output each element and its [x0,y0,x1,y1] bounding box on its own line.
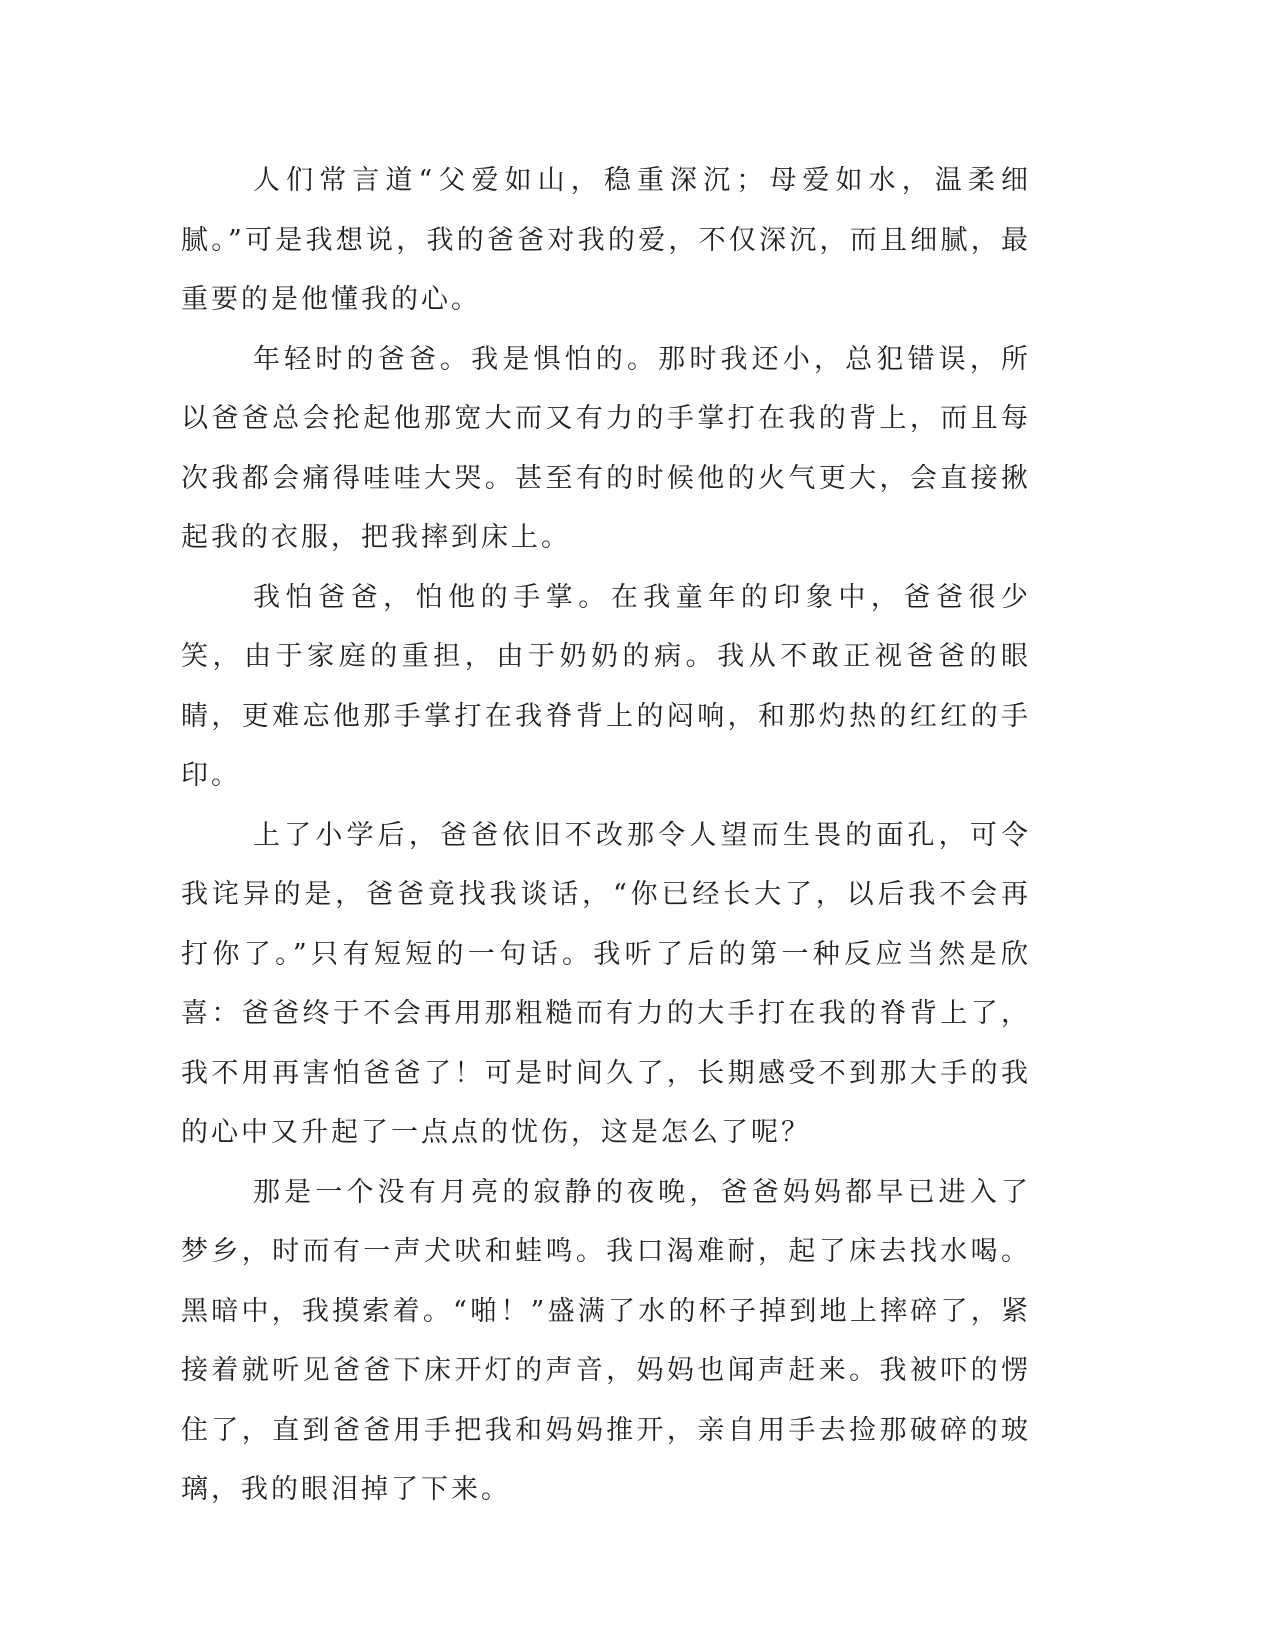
paragraph-3: 我怕爸爸，怕他的手掌。在我童年的印象中，爸爸很少笑，由于家庭的重担，由于奶奶的病。我从不敢正视爸爸的眼睛，更难忘他那手掌打在我脊背上的闷响，和那灼热的红红的手印。 [181,581,1031,791]
paragraph-2: 年轻时的爸爸。我是惧怕的。那时我还小，总犯错误，所以爸爸总会抡起他那宽大而又有力的手掌打在我的背上，而且每次我都会痛得哇哇大哭。甚至有的时候他的火气更大，会直接揪起我的衣服，把我摔到床上。 [181,343,1031,553]
paragraph-1: 人们常言道“父爱如山，稳重深沉；母爱如水，温柔细腻。”可是我想说，我的爸爸对我的爱，不仅深沉，而且细腻，最重要的是他懂我的心。 [181,165,1031,315]
essay-body [181,151,1031,1520]
paragraph-4: 上了小学后，爸爸依旧不改那令人望而生畏的面孔，可令我诧异的是，爸爸竟找我谈话，“你已经长大了，以后我不会再打你了。”只有短短的一句话。我听了后的第一种反应当然是欣喜：爸爸终于不会再用那粗糙而有力的大手打在我的脊背上了，我不用再害怕爸爸了！可是时间久了，长期感受不到那大手的我的心中又升起了一点点的忧伤，这是怎么了呢？ [181,819,1031,1148]
paragraph-5: 那是一个没有月亮的寂静的夜晚，爸爸妈妈都早已进入了梦乡，时而有一声犬吠和蛙鸣。我口渴难耐，起了床去找水喝。黑暗中，我摸索着。“啪！”盛满了水的杯子掉到地上摔碎了，紧接着就听见爸爸下床开灯的声音，妈妈也闻声赶来。我被吓的愣住了，直到爸爸用手把我和妈妈推开，亲自用手去捡那破碎的玻璃，我的眼泪掉了下来。 [181,1176,1031,1505]
